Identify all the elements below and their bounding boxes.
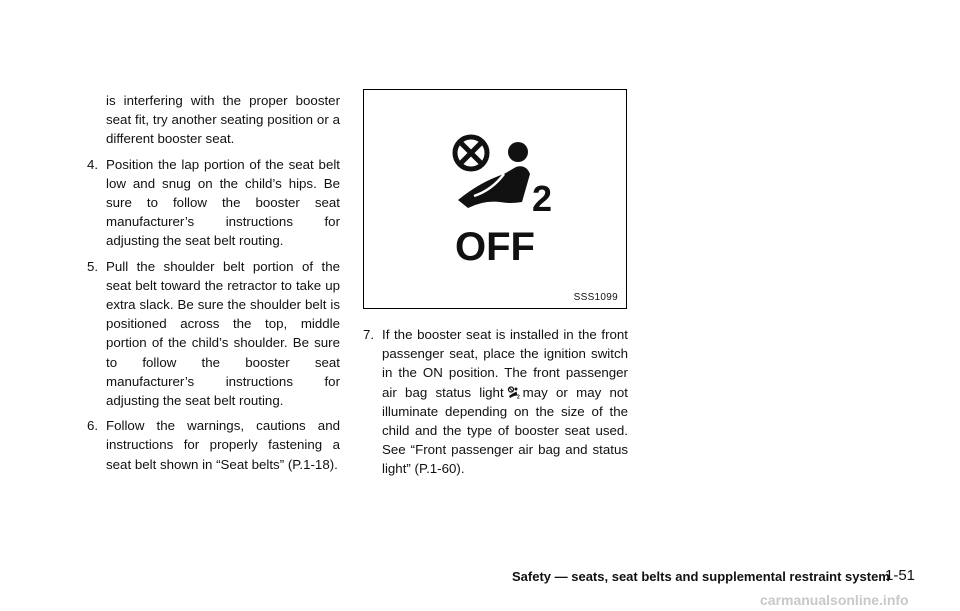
- icon-seat-number: 2: [532, 178, 553, 219]
- item-number: 6.: [87, 418, 99, 434]
- list-item: [87, 257, 340, 411]
- list-item: [87, 155, 340, 251]
- footer-section-title: Safety — seats, seat belts and supplemental restraint system: [512, 569, 890, 584]
- off-label: OFF: [455, 225, 535, 269]
- passenger-airbag-off-icon: [364, 90, 626, 308]
- list-item: [87, 416, 340, 474]
- figure-code: SSS1099: [573, 292, 618, 303]
- svg-text:2: 2: [516, 394, 520, 399]
- right-column: [363, 325, 628, 485]
- figure: [363, 89, 627, 309]
- item-text: Follow the warnings, cautions and instructions for properly fastening a seat belt shown in “Seat belts” (P.1-18).: [106, 418, 340, 472]
- left-column: [87, 91, 340, 480]
- item-text: Pull the shoulder belt portion of the seat belt toward the retractor to take up extra slack. Be sure the shoulder belt is positioned across the top, middle portion of the child’s shoulder. Be sure to follow the booster seat manufacturer’s instructions for adjusting the seat belt routing.: [106, 258, 340, 409]
- item-text-after: may or may not illuminate depending on the size of the child and the type of booster seat used. See “Front passenger air bag and status light” (P.1-60).: [382, 384, 628, 477]
- page-number: 1-51: [885, 567, 916, 584]
- watermark: carmanualsonline.info: [760, 592, 909, 608]
- item-text-before: If the booster seat is installed in the front passenger seat, place the ignition switch in the ON position. The front passenger air bag status light: [382, 327, 628, 400]
- list-item: [363, 325, 628, 479]
- airbag-status-light-icon: [507, 386, 521, 399]
- intro-paragraph: is interfering with the proper booster seat fit, try another seating position or a different booster seat.: [106, 93, 340, 147]
- item-number: 4.: [87, 156, 99, 172]
- item-number: 5.: [87, 258, 99, 274]
- item-text: Position the lap portion of the seat belt low and snug on the child’s hips. Be sure to follow the booster seat manufacturer’s instructions for adjusting the seat belt routing.: [106, 156, 340, 249]
- item-number: 7.: [363, 327, 375, 342]
